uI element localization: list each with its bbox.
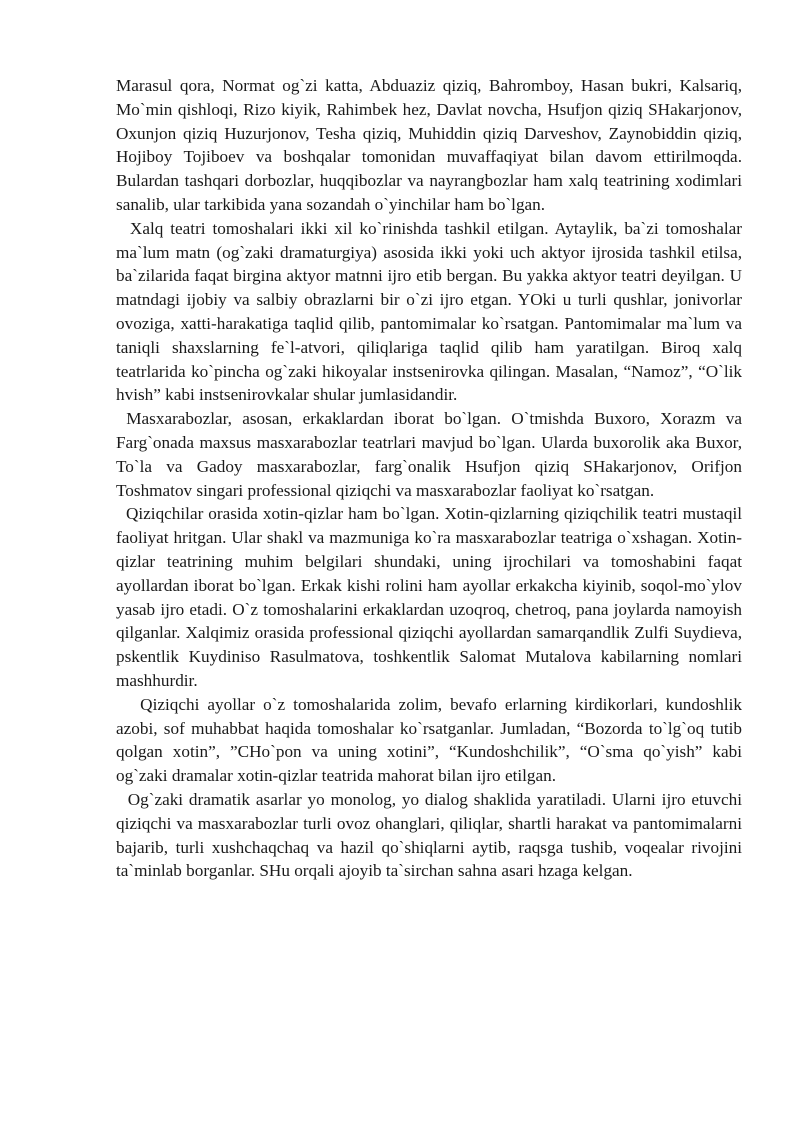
paragraph-performers: Marasul qora, Normat og`zi katta, Abduaziz qiziq, Bahromboy, Hasan bukri, Kalsariq, Mo`min qishloqi, Rizo kiyik, Rahimbek hez, Davlat novcha, Hsufjon qiziq SHakarjonov, Oxunjon qiziq Huzurjonov, Tesha qiziq, Muhiddin qiziq Darveshov, Zaynobiddin qiziq, Hojiboy Tojiboev va boshqalar tomonidan muvaffaqiyat bilan davom ettirilmoqda. Bulardan tashqari dorbozlar, huqqibozlar va nayrangbozlar ham xalq teatrining xodimlari sanalib, ular tarkibida yana sozandah o`yinchilar ham bo`lgan. <box>116 76 747 214</box>
document-page <box>116 74 747 883</box>
paragraph-women-performances: Qiziqchi ayollar o`z tomoshalarida zolim, bevafo erlarning kirdikorlari, kundoshlik azobi, sof muhabbat haqida tomoshalar ko`rsatganlar. Jumladan, “Bozorda to`lg`oq tutib qolgan xotin”, ”CHo`pon va uning xotini”, “Kundoshchilik”, “O`sma qo`yish” kabi og`zaki dramalar xotin-qizlar teatrida mahorat bilan ijro etilgan. <box>116 694 747 786</box>
paragraph-folk-theatre-forms: Xalq teatri tomoshalari ikki xil ko`rinishda tashkil etilgan. Aytaylik, ba`zi tomoshalar ma`lum matn (og`zaki dramaturgiya) asosida ikki yoki uch aktyor ijrosida tashkil etilsa, ba`zilarida faqat birgina aktyor matnni ijro etib bergan. Bu yakka aktyor teatri deyilgan. U matndagi ijobiy va salbiy obrazlarni bir o`zi ijro etgan. YOki u turli qushlar, jonivorlar ovoziga, xatti-harakatiga taqlid qilib, pantomimalar ko`rsatgan. Pantomimalar ma`lum va taniqli shaxslarning fe`l-atvori, qiliqlariga taqlid qilib ham yaratilgan. Biroq xalq teatrlarida ko`pincha og`zaki hikoyalar instsenirovka qilingan. Masalan, “Namoz”, “O`lik hvish” kabi instsenirovkalar shular jumlasidandir. <box>116 218 747 405</box>
paragraph-women-theatre: Qiziqchilar orasida xotin-qizlar ham bo`lgan. Xotin-qizlarning qiziqchilik teatri mustaqil faoliyat hritgan. Ular shakl va mazmuniga ko`ra masxarabozlar teatriga o`xshagan. Xotin-qizlar teatrining muhim belgilari shundaki, uning ijrochilari va tomoshabini faqat ayollardan iborat bo`lgan. Erkak kishi rolini ham ayollar erkakcha kiyinib, soqol-mo`ylov yasab ijro etadi. O`z tomoshalarini erkaklardan uzoqroq, chetroq, pana joylarda namoyish qilganlar. Xalqimiz orasida professional qiziqchi ayollardan samarqandlik Zulfi Suydieva, pskentlik Kuydiniso Rasulmatova, toshkentlik Salomat Mutalova kabilarning nomlari mashhurdir. <box>116 504 747 690</box>
paragraph-oral-drama: Og`zaki dramatik asarlar yo monolog, yo dialog shaklida yaratiladi. Ularni ijro etuvchi qiziqchi va masxarabozlar turli ovoz ohanglari, qiliqlar, shartli harakat va pantomimalarni bajarib, turli xushchaqchaq va hazil qo`shiqlarni aytib, raqsga tushib, voqealar rivojini ta`minlab borganlar. SHu orqali ajoyib ta`sirchan sahna asari hzaga kelgan. <box>116 789 747 881</box>
paragraph-masxarabozlar: Masxarabozlar, asosan, erkaklardan iborat bo`lgan. O`tmishda Buxoro, Xorazm va Farg`onada maxsus masxarabozlar teatrlari mavjud bo`lgan. Ularda buxorolik aka Buxor, To`la va Gadoy masxarabozlar, farg`onalik Hsufjon qiziq SHakarjonov, Orifjon Toshmatov singari professional qiziqchi va masxarabozlar faoliyat ko`rsatgan. <box>116 409 747 500</box>
